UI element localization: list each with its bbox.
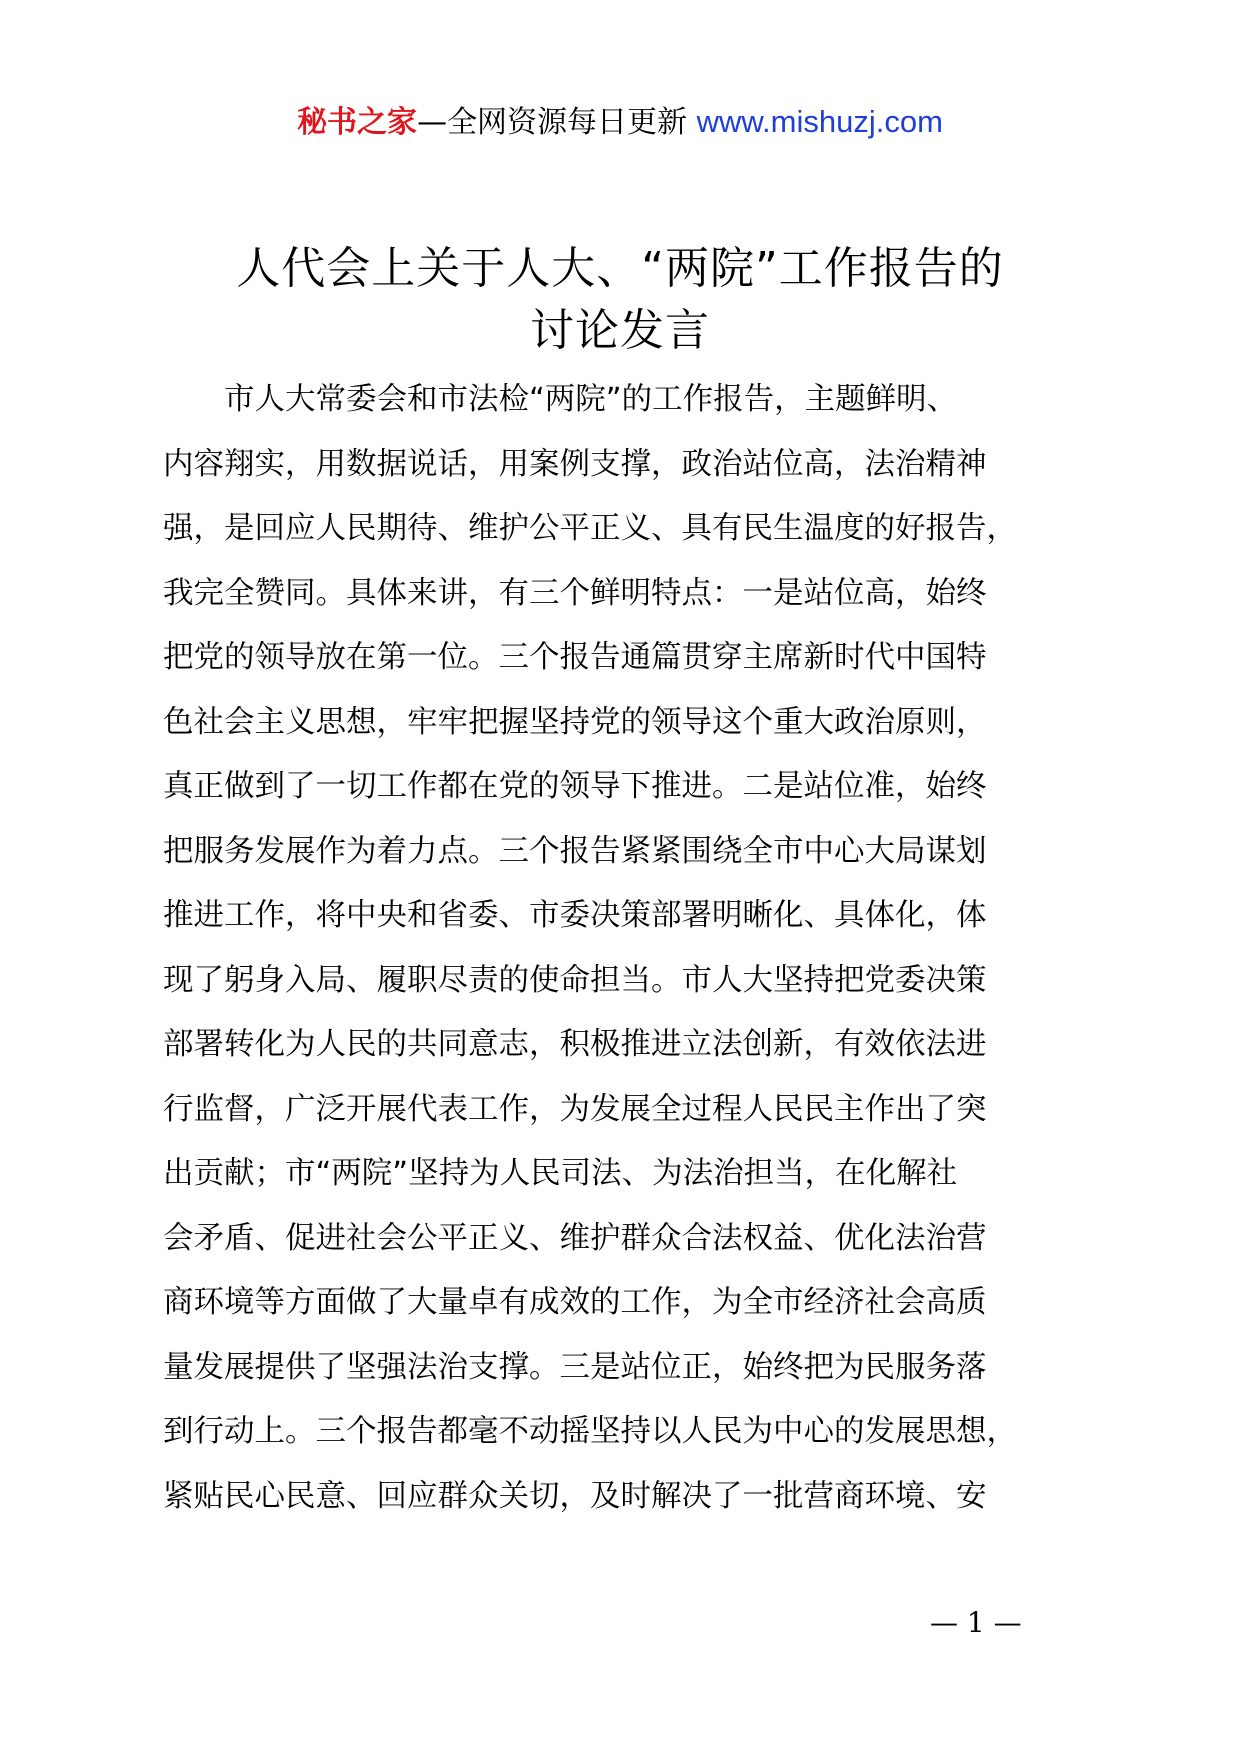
page-number: — 1 — <box>930 1606 1022 1639</box>
body-line: 色社会主义思想，牢牢把握坚持党的领导这个重大政治原则， <box>163 704 987 740</box>
site-url-link[interactable]: www.mishuzj.com <box>696 104 943 139</box>
brand-name: 秘书之家 <box>297 105 418 140</box>
body-line: 会矛盾、促进社会公平正义、维护群众合法权益、优化法治营 <box>163 1220 987 1256</box>
body-line: 行监督，广泛开展代表工作，为发展全过程人民民主作出了突 <box>163 1091 987 1127</box>
body-line: 量发展提供了坚强法治支撑。三是站位正，始终把为民服务落 <box>163 1349 987 1385</box>
body-line: 商环境等方面做了大量卓有成效的工作，为全市经济社会高质 <box>163 1285 987 1320</box>
body-line: 现了躬身入局、履职尽责的使命担当。市人大坚持把党委决策 <box>163 962 987 998</box>
body-line: 市人大常委会和市法检“两院”的工作报告，主题鲜明、 <box>163 382 958 417</box>
body-line: 出贡献；市“两院”坚持为人民司法、为法治担当，在化解社 <box>163 1156 958 1191</box>
document-title <box>0 238 1240 362</box>
body-line: 推进工作，将中央和省委、市委决策部署明晰化、具体化，体 <box>163 898 987 933</box>
body-line: 真正做到了一切工作都在党的领导下推进。二是站位准，始终 <box>163 769 987 804</box>
header-tagline: —全网资源每日更新 <box>417 105 688 140</box>
body-line: 到行动上。三个报告都毫不动摇坚持以人民为中心的发展思想， <box>163 1414 1017 1449</box>
site-header <box>0 102 1240 143</box>
body-line: 部署转化为人民的共同意志，积极推进立法创新，有效依法进 <box>163 1027 987 1062</box>
body-line: 我完全赞同。具体来讲，有三个鲜明特点：一是站位高，始终 <box>163 575 987 611</box>
title-line-1: 人代会上关于人大、“两院”工作报告的 <box>236 243 1004 294</box>
body-line: 把服务发展作为着力点。三个报告紧紧围绕全市中心大局谋划 <box>163 833 987 869</box>
document-body <box>163 368 1123 1529</box>
body-line: 强，是回应人民期待、维护公平正义、具有民生温度的好报告， <box>163 511 1017 546</box>
body-line: 内容翔实，用数据说话，用案例支撑，政治站位高，法治精神 <box>163 446 987 482</box>
body-line: 紧贴民心民意、回应群众关切，及时解决了一批营商环境、安 <box>163 1478 987 1514</box>
body-line: 把党的领导放在第一位。三个报告通篇贯穿主席新时代中国特 <box>163 640 987 675</box>
title-line-2: 讨论发言 <box>530 305 710 356</box>
